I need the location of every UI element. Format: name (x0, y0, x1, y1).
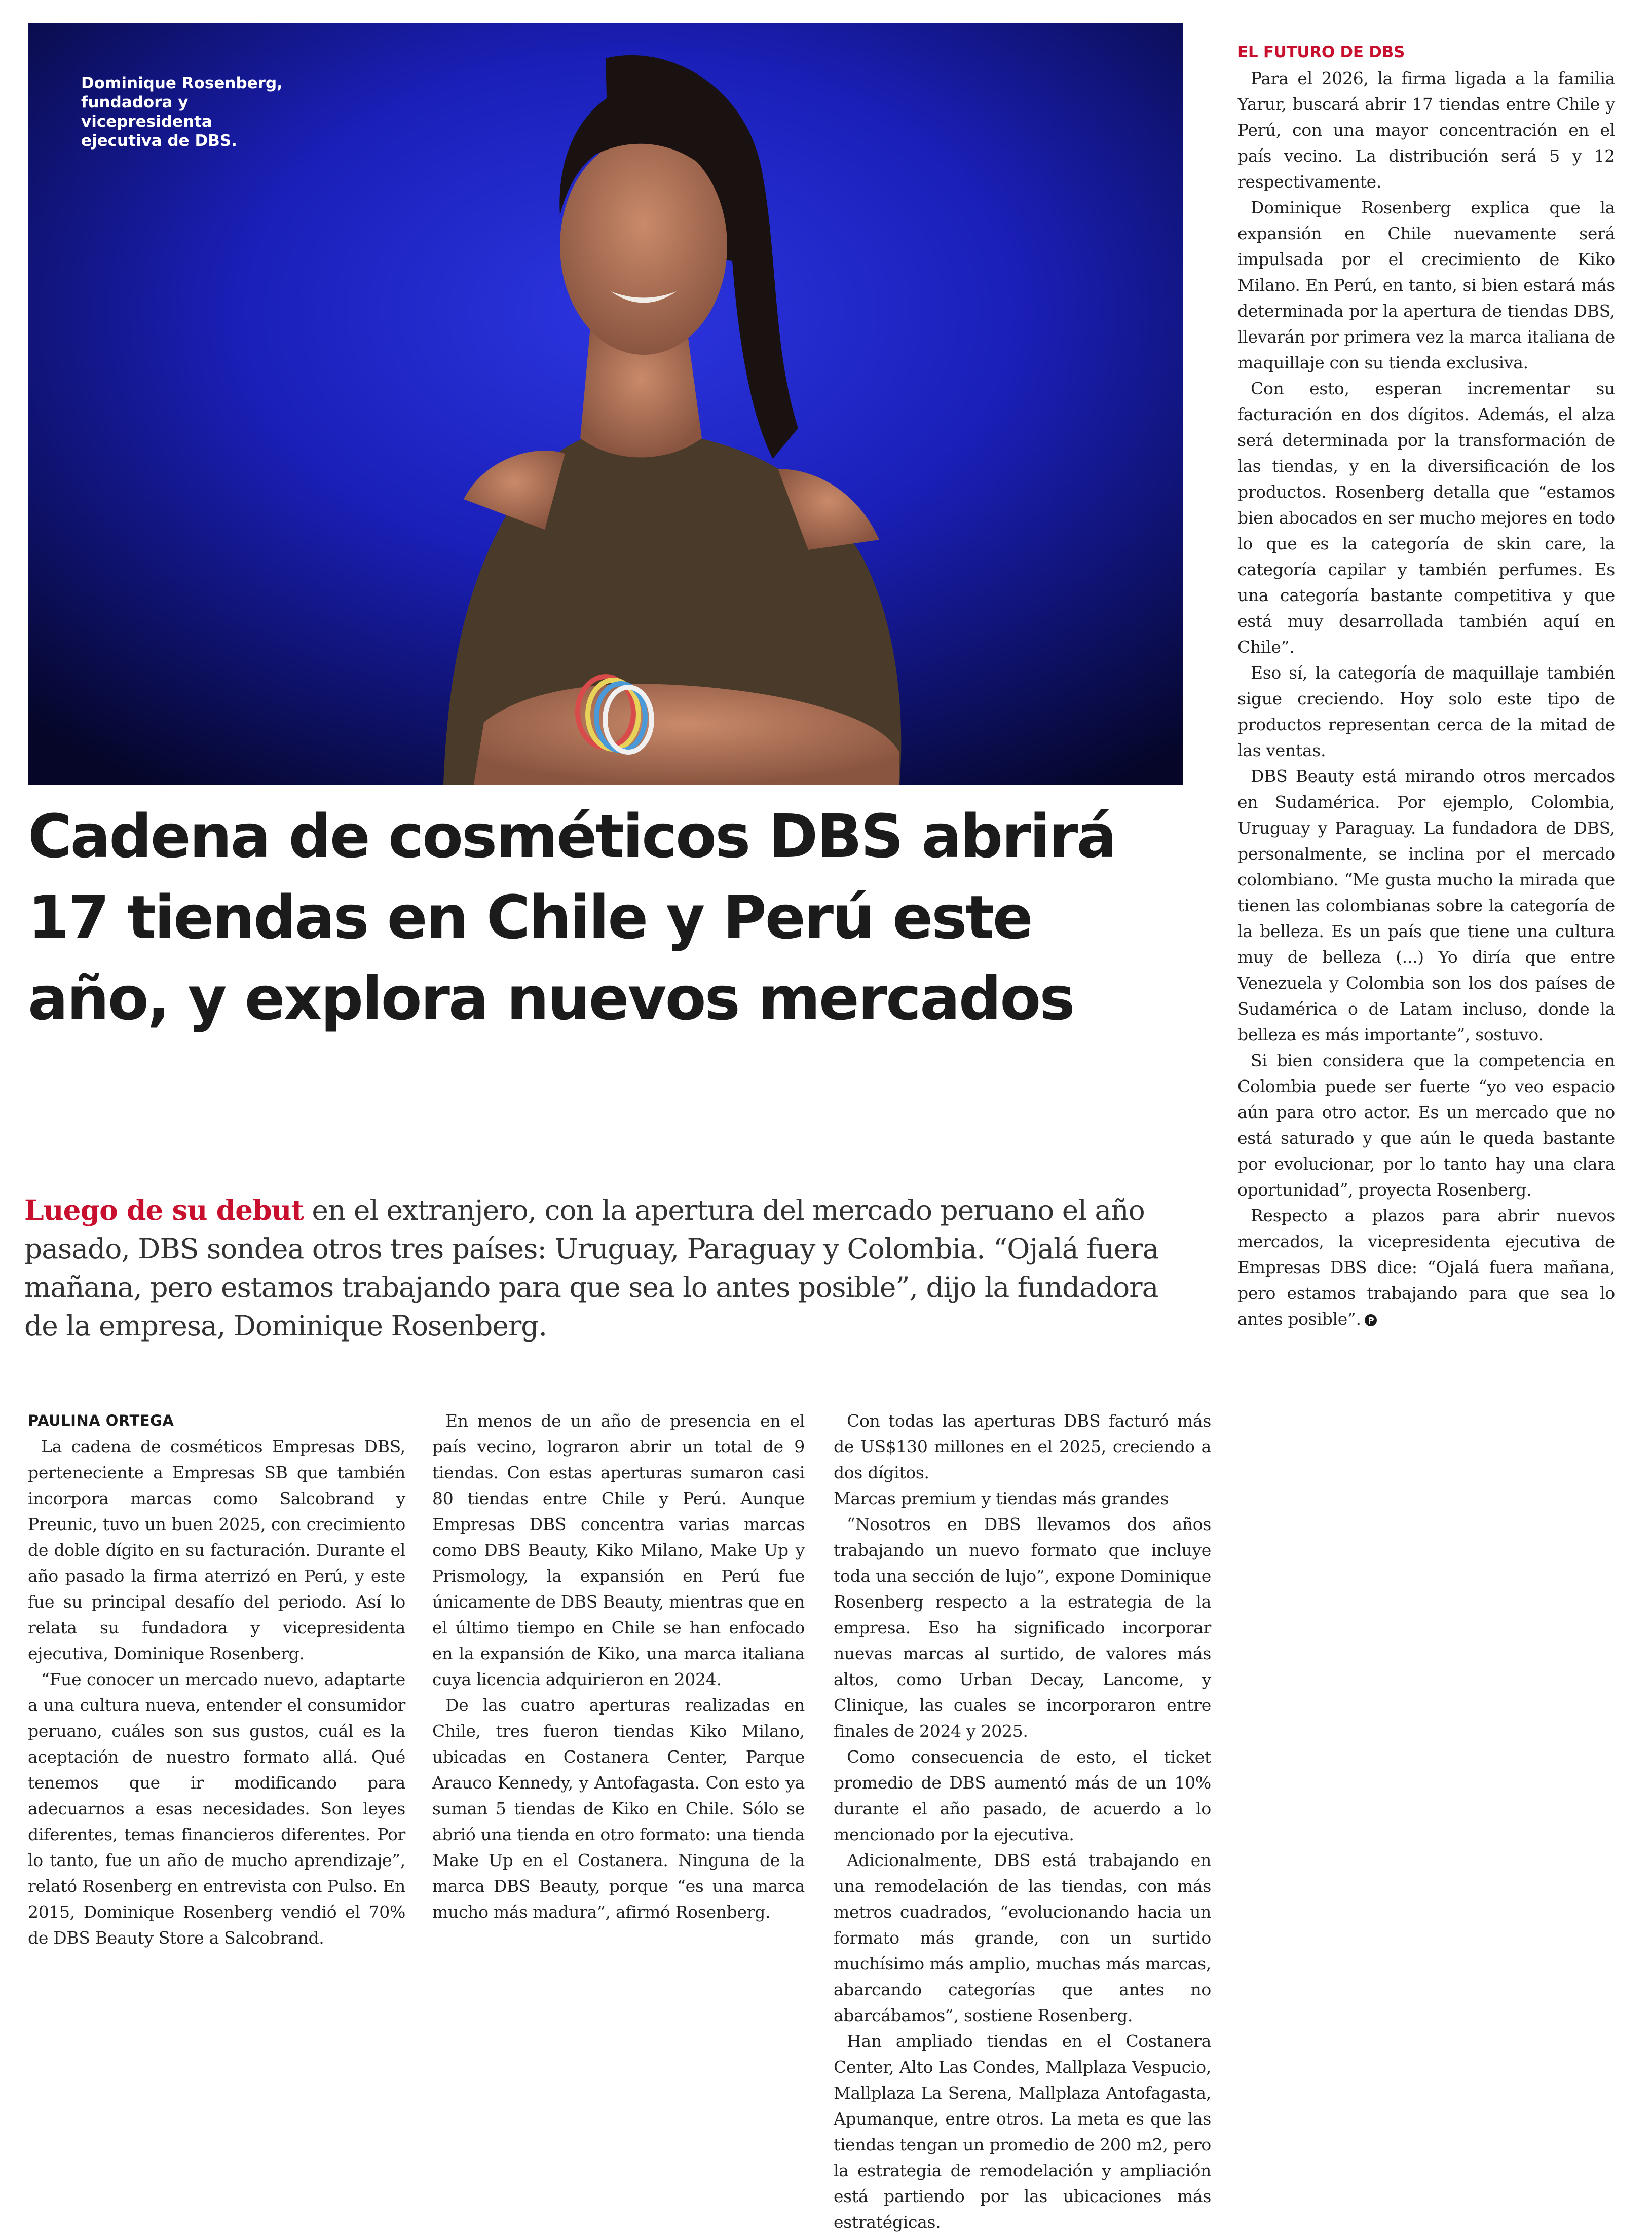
photo-caption: Dominique Rosenberg, fundadora y vicepresidenta ejecutiva de DBS. (81, 74, 283, 150)
paragraph-last (1237, 1203, 1615, 1332)
paragraph: Si bien considera que la competencia en Colombia puede ser fuerte “yo veo espacio aún para otro actor. Es un mercado que no está saturado y que aún le queda bastante por evolucionar, por lo tanto hay una clara oportunidad”, proyecta Rosenberg. (1237, 1051, 1615, 1200)
paragraph: DBS Beauty está mirando otros mercados en Sudamérica. Por ejemplo, Colombia, Uruguay y Paraguay. La fundadora de DBS, personalmente, se inclina por el mercado colombiano. “Me gusta mucho la mirada que tienen las colombianas sobre la categoría de la belleza. Es un país que tiene una cultura muy de belleza (...) Yo diría que entre Venezuela y Colombia son los dos países de Sudamérica o de Latam incluso, donde la belleza es más importante”, sostuvo. (1237, 766, 1615, 1045)
paragraph-text: Respecto a plazos para abrir nuevos mercados, la vicepresidenta ejecutiva de Empresas DBS dice: “Ojalá fuera mañana, pero estamos trabajando para que sea lo antes posible”. (1237, 1206, 1615, 1329)
lead-kicker: Luego de su debut (24, 1194, 304, 1226)
paragraph: De las cuatro aperturas realizadas en Chile, tres fueron tiendas Kiko Milano, ubicadas en Costanera Center, Parque Arauco Kennedy, y Antofagasta. Con esto ya suman 5 tiendas de Kiko en Chile. Sólo se abrió una tienda en otro formato: una tienda Make Up en el Costanera. Ninguna de la marca DBS Beauty, porque “es una marca mucho más madura”, afirmó Rosenberg. (432, 1695, 805, 1922)
paragraph: Han ampliado tiendas en el Costanera Center, Alto Las Condes, Mallplaza Vespucio, Mallplaza La Serena, Mallplaza Antofagasta, Apumanque, entre otros. La meta es que las tiendas tengan un promedio de 200 m2, pero la estrategia de remodelación y ampliación está partiendo por las ubicaciones más estratégicas. (834, 2031, 1211, 2232)
paragraph: Para el 2026, la firma ligada a la familia Yarur, buscará abrir 17 tiendas entre Chile y Perú, con una mayor concentración en el país vecino. La distribución será 5 y 12 respectivamente. (1237, 68, 1615, 192)
paragraph: La cadena de cosméticos Empresas DBS, perteneciente a Empresas SB que también incorpora marcas como Salcobrand y Preunic, tuvo un buen 2025, con crecimiento de doble dígito en su facturación. Durante el año pasado la firma aterrizó en Perú, y este fue su principal desafío del periodo. Así lo relata su fundadora y vicepresidenta ejecutiva, Dominique Rosenberg. (28, 1437, 405, 1663)
lead-text: en el extranjero, con la apertura del mercado peruano el año pasado, DBS sondea otros tres países: Uruguay, Paraguay y Colombia. “Ojalá fuera mañana, pero estamos trabajando para que sea lo antes posible”, dijo la fundadora de la empresa, Dominique Rosenberg. (24, 1194, 1159, 1342)
paragraph: Adicionalmente, DBS está trabajando en una remodelación de las tiendas, con más metros cuadrados, “evolucionando hacia un formato más grande, con un surtido muchísimo más amplio, muchas más marcas, abarcando categorías que antes no abarcábamos”, sostiene Rosenberg. (834, 1850, 1211, 2025)
lead-paragraph (24, 1191, 1190, 1345)
paragraph: Con esto, esperan incrementar su facturación en dos dígitos. Además, el alza será determinada por la transformación de las tiendas, y en la diversificación de los productos. Rosenberg detalla que “estamos bien abocados en ser mucho mejores en todo lo que es la categoría de skin care, la categoría capilar y también perfumes. Es una categoría bastante competitiva y que está muy desarrollada también aquí en Chile”. (1237, 379, 1615, 657)
section-heading: EL FUTURO DE DBS (1237, 43, 1405, 61)
headline: Cadena de cosméticos DBS abrirá 17 tiendas en Chile y Perú este año, y explora nuevos mercados (28, 801, 1115, 1033)
paragraph: Como consecuencia de esto, el ticket promedio de DBS aumentó más de un 10% durante el año pasado, de acuerdo a lo mencionado por la ejecutiva. (834, 1747, 1211, 1844)
column-1 (28, 1408, 405, 1948)
paragraph: En menos de un año de presencia en el país vecino, lograron abrir un total de 9 tiendas. Con estas aperturas sumaron casi 80 tiendas entre Chile y Perú. Aunque Empresas DBS concentra varias marcas como DBS Beauty, Kiko Milano, Make Up y Prismology, la expansión en Perú fue únicamente de DBS Beauty, mientras que en el último tiempo en Chile se han enfocado en la expansión de Kiko, una marca italiana cuya licencia adquirieron en 2024. (432, 1411, 805, 1689)
paragraph: “Nosotros en DBS llevamos dos años trabajando un nuevo formato que incluye toda una sección de lujo”, expone Dominique Rosenberg respecto a la estrategia de la empresa. Eso ha significado incorporar nuevas marcas al surtido, de valores más altos, como Urban Decay, Lancome, y Clinique, las cuales se incorporaron entre finales de 2024 y 2025. (834, 1514, 1211, 1741)
byline: PAULINA ORTEGA (28, 1412, 174, 1429)
paragraph: “Fue conocer un mercado nuevo, adaptarte a una cultura nueva, entender el consumidor peruano, cuáles son sus gustos, cuál es la aceptación de nuestro formato allá. Qué tenemos que ir modificando para adecuarnos a esas necesidades. Son leyes diferentes, temas financieros diferentes. Por lo tanto, fue un año de mucho aprendizaje”, relató Rosenberg en entrevista con Pulso. En 2015, Dominique Rosenberg vendió el 70% de DBS Beauty Store a Salcobrand. (28, 1669, 405, 1948)
paragraph: Dominique Rosenberg explica que la expansión en Chile nuevamente será impulsada por el crecimiento de Kiko Milano. En Perú, en tanto, si bien estará más determinada por la apertura de tiendas DBS, llevarán por primera vez la marca italiana de maquillaje con su tienda exclusiva. (1237, 198, 1615, 372)
column-2 (432, 1408, 805, 1922)
column-4 (1237, 19, 1615, 1905)
paragraph: Con todas las aperturas DBS facturó más de US$130 millones en el 2025, creciendo a dos dígitos. (834, 1411, 1211, 1482)
subheading: Marcas premium y tiendas más grandes (834, 1488, 1169, 1508)
article-photo (28, 23, 1183, 785)
pulso-p-icon (1364, 1314, 1377, 1327)
paragraph: Eso sí, la categoría de maquillaje también sigue creciendo. Hoy solo este tipo de productos representan cerca de la mitad de las ventas. (1237, 663, 1615, 760)
column-3 (834, 1408, 1211, 2232)
